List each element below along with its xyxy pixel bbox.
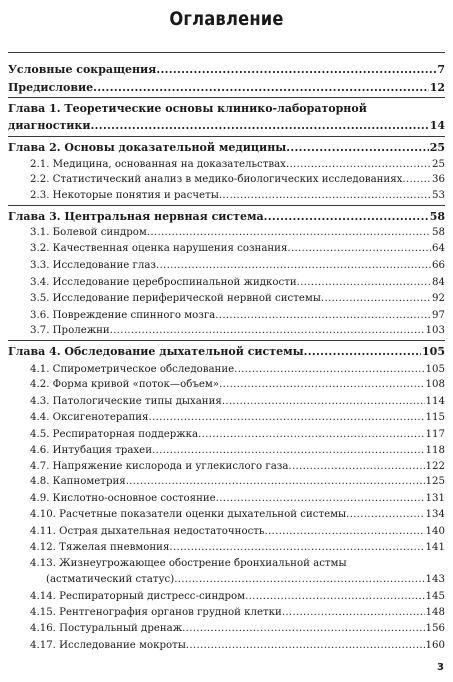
toc-entry-page: 118 — [425, 445, 445, 456]
toc-entry[interactable] — [30, 189, 445, 202]
leader-dots — [287, 242, 431, 255]
toc-entry-label: 4.14. Респираторный дистресс-синдром — [30, 591, 246, 602]
toc-entry-label: 3.6. Повреждение спинного мозга — [30, 310, 216, 321]
toc-entry-page: 84 — [432, 277, 445, 288]
toc-entry[interactable] — [30, 173, 445, 186]
toc-entry[interactable] — [30, 475, 445, 488]
toc-entry[interactable] — [30, 444, 445, 457]
leader-dots — [156, 259, 431, 272]
toc-entry-label: 4.6. Интубация трахеи — [30, 445, 152, 456]
toc-entry[interactable] — [30, 460, 445, 473]
toc-entry-preface[interactable] — [8, 81, 445, 94]
toc-entry-page: 58 — [429, 210, 445, 223]
toc-entry-page: 140 — [425, 526, 445, 537]
toc-entry-page: 125 — [425, 476, 445, 487]
toc-entry-page: 103 — [425, 325, 445, 336]
toc-entry-page: 114 — [425, 396, 445, 407]
leader-dots — [346, 508, 424, 521]
toc-entry-label: 4.8. Капнометрия — [30, 476, 126, 487]
toc-entry-page: 148 — [425, 607, 445, 618]
leader-dots — [234, 363, 424, 376]
leader-dots — [126, 475, 425, 488]
toc-entry[interactable] — [30, 276, 445, 289]
toc-entry-page: 141 — [425, 542, 445, 553]
leader-dots — [186, 639, 425, 652]
toc-entry[interactable] — [30, 363, 445, 376]
toc-entry-label: 2.3. Некоторые понятия и расчеты — [30, 190, 219, 201]
toc-entry-page: 105 — [422, 345, 445, 358]
divider — [8, 52, 445, 53]
toc-entry-page: 12 — [429, 81, 445, 94]
divider — [8, 136, 445, 137]
toc-entry-label: Глава 2. Основы доказательной медицины — [8, 141, 287, 154]
leader-dots — [219, 378, 425, 391]
leader-dots — [264, 210, 429, 223]
toc-entry-label: 3.4. Исследование цереброспинальной жидкости — [30, 277, 297, 288]
toc-entry[interactable] — [30, 639, 445, 652]
toc-entry-page: 160 — [425, 640, 445, 651]
toc-chapter-2[interactable] — [8, 141, 445, 154]
toc-entry-page: 131 — [425, 493, 445, 504]
toc-entry[interactable] — [30, 541, 445, 554]
toc-entry-page: 122 — [425, 461, 445, 472]
toc-entry[interactable] — [30, 378, 445, 391]
toc-entry-label: 3.5. Исследование периферической нервной системы — [30, 293, 321, 304]
toc-entry-page: 53 — [432, 190, 445, 201]
leader-dots — [169, 541, 424, 554]
toc-entry-label: 3.1. Болевой синдром — [30, 227, 147, 238]
toc-entry[interactable] — [30, 590, 445, 603]
toc-entry[interactable] — [30, 395, 445, 408]
toc-entry-page: 115 — [425, 412, 445, 423]
leader-dots — [288, 460, 424, 473]
toc-entry[interactable] — [30, 242, 445, 255]
toc-entry[interactable] — [30, 309, 445, 322]
leader-dots — [245, 590, 424, 603]
toc-entry-page: 25 — [429, 141, 445, 154]
toc-entry[interactable] — [30, 292, 445, 305]
toc-entry-page: 7 — [437, 63, 445, 76]
toc-entry-label: 4.17. Исследование мокроты — [30, 640, 186, 651]
leader-dots — [93, 81, 429, 94]
toc-entry-label: 4.12. Тяжелая пневмония — [30, 542, 170, 553]
toc-entry[interactable] — [30, 508, 445, 521]
toc-entry[interactable] — [30, 259, 445, 272]
toc-entry-label: 4.9. Кислотно-основное состояние — [30, 493, 216, 504]
leader-dots — [297, 276, 431, 289]
toc-entry[interactable] — [30, 525, 445, 538]
toc-entry-page: 58 — [432, 227, 445, 238]
leader-dots — [264, 525, 424, 538]
toc-entry-label: Предисловие — [8, 81, 94, 94]
leader-dots — [286, 158, 431, 171]
toc-chapter-3[interactable] — [8, 210, 445, 223]
leader-dots — [110, 324, 425, 337]
leader-dots — [147, 226, 431, 239]
toc-entry[interactable] — [30, 324, 445, 337]
leader-dots — [91, 119, 429, 132]
page-number: 3 — [437, 662, 444, 673]
divider — [8, 97, 445, 98]
leader-dots — [216, 492, 425, 505]
toc-entry-page: 97 — [432, 310, 445, 321]
toc-entry-page: 145 — [425, 591, 445, 602]
toc-entry-label: 4.3. Патологические типы дыхания — [30, 396, 222, 407]
leader-dots — [156, 63, 436, 76]
toc-entry-label: 2.1. Медицина, основанная на доказательствах — [30, 159, 286, 170]
page-title: Оглавление — [169, 8, 284, 30]
toc-entry-label: Условные сокращения — [8, 63, 157, 76]
toc-entry-page: 143 — [425, 574, 445, 585]
leader-dots — [148, 411, 424, 424]
toc-entry-label: (астматический статус) — [46, 574, 175, 585]
toc-entry[interactable] — [30, 226, 445, 239]
divider — [8, 205, 445, 206]
toc-entry-label: 4.5. Респираторная поддержка — [30, 429, 199, 440]
toc-chapter-1[interactable] — [8, 119, 445, 132]
toc-chapter-4[interactable] — [8, 345, 445, 358]
toc-entry-label: Глава 3. Центральная нервная система — [8, 210, 264, 223]
toc-entry[interactable] — [30, 411, 445, 424]
toc-entry-page: 92 — [432, 293, 445, 304]
toc-entry[interactable] — [30, 606, 445, 619]
toc-entry-page: 156 — [425, 623, 445, 634]
toc-entry-line[interactable]: 4.13. Жизнеугрожающее обострение бронхиальной астмы — [30, 558, 347, 569]
toc-entry-abbreviations[interactable] — [8, 63, 445, 76]
toc-entry[interactable] — [30, 428, 445, 441]
toc-entry-label: 2.2. Статистический анализ в медико-биологических исследованиях — [30, 174, 403, 185]
leader-dots — [321, 292, 431, 305]
toc-entry-label: 4.2. Форма кривой «поток—объем» — [30, 379, 220, 390]
leader-dots — [304, 345, 421, 358]
toc-entry-page: 64 — [432, 243, 445, 254]
leader-dots — [215, 309, 431, 322]
toc-entry-label: 3.7. Пролежни — [30, 325, 110, 336]
leader-dots — [402, 173, 431, 186]
leader-dots — [219, 189, 431, 202]
toc-entry-page: 108 — [425, 379, 445, 390]
toc-entry-page: 36 — [432, 174, 445, 185]
divider — [8, 340, 445, 341]
toc-entry-label: 4.4. Оксигенотерапия — [30, 412, 149, 423]
toc-entry[interactable] — [30, 158, 445, 171]
toc-entry-label: Глава 4. Обследование дыхательной системы — [8, 345, 304, 358]
toc-entry-page: 25 — [432, 159, 445, 170]
toc-entry[interactable] — [30, 622, 445, 635]
leader-dots — [182, 622, 424, 635]
toc-entry[interactable] — [30, 492, 445, 505]
leader-dots — [174, 573, 424, 586]
toc-entry-label: 3.2. Качественная оценка нарушения сознания — [30, 243, 288, 254]
toc-entry-page: 66 — [432, 260, 445, 271]
toc-entry-page: 105 — [425, 364, 445, 375]
toc-entry-label: 4.11. Острая дыхательная недостаточность — [30, 526, 265, 537]
toc-entry-label: диагностики — [8, 119, 91, 132]
leader-dots — [152, 444, 425, 457]
toc-entry-label: 4.16. Постуральный дренаж — [30, 623, 183, 634]
leader-dots — [282, 606, 425, 619]
toc-entry-page: 134 — [425, 509, 445, 520]
toc-entry-label: 3.3. Исследование глаз — [30, 260, 156, 271]
leader-dots — [198, 428, 424, 441]
toc-entry-page: 14 — [429, 119, 445, 132]
toc-entry-label: 4.7. Напряжение кислорода и углекислого газа — [30, 461, 289, 472]
toc-entry-label: 4.15. Рентгенография органов грудной клетки — [30, 607, 282, 618]
toc-entry-page: 117 — [425, 429, 445, 440]
toc-entry-label: 4.10. Расчетные показатели оценки дыхательной системы — [30, 509, 347, 520]
leader-dots — [286, 141, 428, 154]
leader-dots — [222, 395, 425, 408]
toc-entry[interactable] — [46, 573, 445, 586]
toc-entry-label: 4.1. Спирометрическое обследование — [30, 364, 235, 375]
chapter-1-title-line[interactable]: Глава 1. Теоретические основы клинико-лабораторной — [8, 102, 367, 115]
